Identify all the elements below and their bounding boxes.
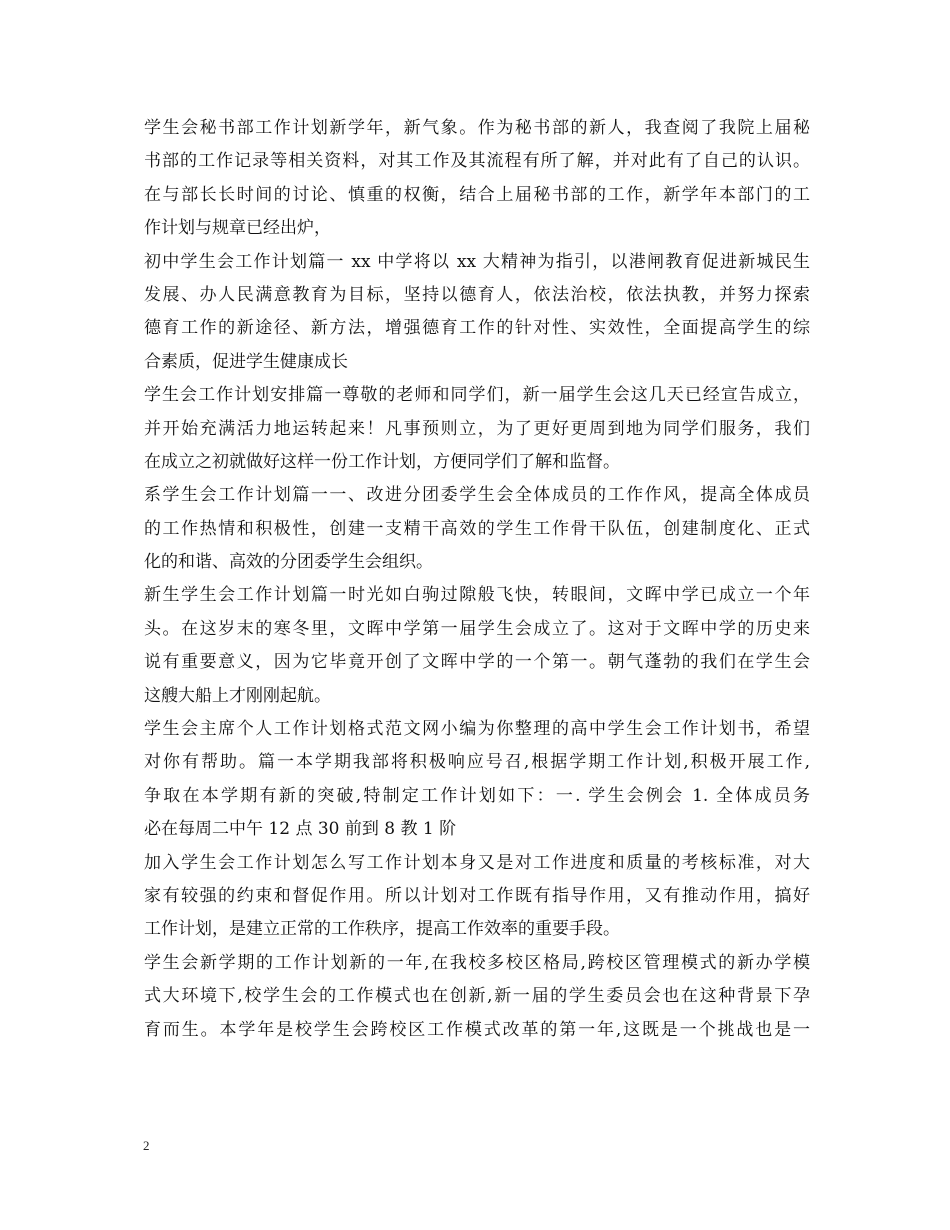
text-line: 育而生。本学年是校学生会跨校区工作模式改革的第一年,这既是一个挑战也是一 (144, 1019, 810, 1040)
text-line: 加入学生会工作计划怎么写工作计划本身又是对工作进度和质量的考核标准，对大 (144, 852, 810, 873)
paragraph (144, 246, 810, 380)
text-line: 初中学生会工作计划篇一 xx 中学将以 xx 大精神为指引，以港闸教育促进新城民生 (144, 251, 810, 272)
text-line: 的工作热情和积极性，创建一支精干高效的学生工作骨干队伍，创建制度化、正式 (144, 518, 810, 539)
text-line: 并开始充满活力地运转起来！凡事预则立，为了更好更周到地为同学们服务，我们 (144, 418, 810, 439)
paragraph (144, 847, 810, 947)
paragraph (144, 112, 810, 246)
text-line: 学生会秘书部工作计划新学年，新气象。作为秘书部的新人，我查阅了我院上届秘 (144, 118, 810, 138)
text-line: 对你有帮助。篇一本学期我部将积极响应号召,根据学期工作计划,积极开展工作, (144, 752, 810, 773)
paragraph (144, 479, 810, 579)
text-line: 工作计划，是建立正常的工作秩序，提高工作效率的重要手段。 (144, 919, 620, 940)
text-line: 合素质，促进学生健康成长 (144, 351, 348, 372)
paragraph (144, 579, 810, 713)
text-line: 书部的工作记录等相关资料，对其工作及其流程有所了解，并对此有了自己的认识。 (144, 151, 810, 172)
text-line: 系学生会工作计划篇一一、改进分团委学生会全体成员的工作作风，提高全体成员 (144, 485, 810, 506)
text-line: 学生会工作计划安排篇一尊敬的老师和同学们，新一届学生会这几天已经宣告成立， (144, 385, 810, 406)
text-line: 争取在本学期有新的突破,特制定工作计划如下：一. 学生会例会 1. 全体成员务 (144, 785, 810, 806)
text-line: 家有较强的约束和督促作用。所以计划对工作既有指导作用，又有推动作用，搞好 (144, 885, 810, 906)
text-line: 新生学生会工作计划篇一时光如白驹过隙般飞快，转眼间，文晖中学已成立一个年 (144, 585, 810, 606)
text-line: 式大环境下,校学生会的工作模式也在创新,新一届的学生委员会也在这种背景下孕 (144, 986, 810, 1007)
text-line: 这艘大船上才刚刚起航。 (144, 685, 331, 706)
text-line: 发展、办人民满意教育为目标，坚持以德育人，依法治校，依法执教，并努力探索 (144, 284, 810, 305)
text-line: 德育工作的新途径、新方法，增强德育工作的针对性、实效性，全面提高学生的综 (144, 318, 810, 339)
text-line: 说有重要意义，因为它毕竟开创了文晖中学的一个第一。朝气蓬勃的我们在学生会 (144, 652, 810, 673)
paragraph (144, 947, 810, 1047)
text-line: 学生会新学期的工作计划新的一年,在我校多校区格局,跨校区管理模式的新办学模 (144, 952, 810, 973)
text-line: 在成立之初就做好这样一份工作计划，方便同学们了解和监督。 (144, 451, 620, 472)
text-line: 化的和谐、高效的分团委学生会组织。 (144, 552, 433, 573)
paragraph (144, 713, 810, 847)
text-line: 学生会主席个人工作计划格式范文网小编为你整理的高中学生会工作计划书，希望 (144, 719, 810, 740)
document-body (144, 112, 810, 1047)
text-line: 在与部长长时间的讨论、慎重的权衡，结合上届秘书部的工作，新学年本部门的工 (144, 184, 810, 205)
text-line: 作计划与规章已经出炉， (144, 218, 331, 239)
text-line: 头。在这岁末的寒冬里，文晖中学第一届学生会成立了。这对于文晖中学的历史来 (144, 618, 810, 639)
paragraph (144, 379, 810, 479)
page-number: 2 (143, 1138, 150, 1153)
text-line: 必在每周二中午 12 点 30 前到 8 教 1 阶 (144, 819, 457, 840)
